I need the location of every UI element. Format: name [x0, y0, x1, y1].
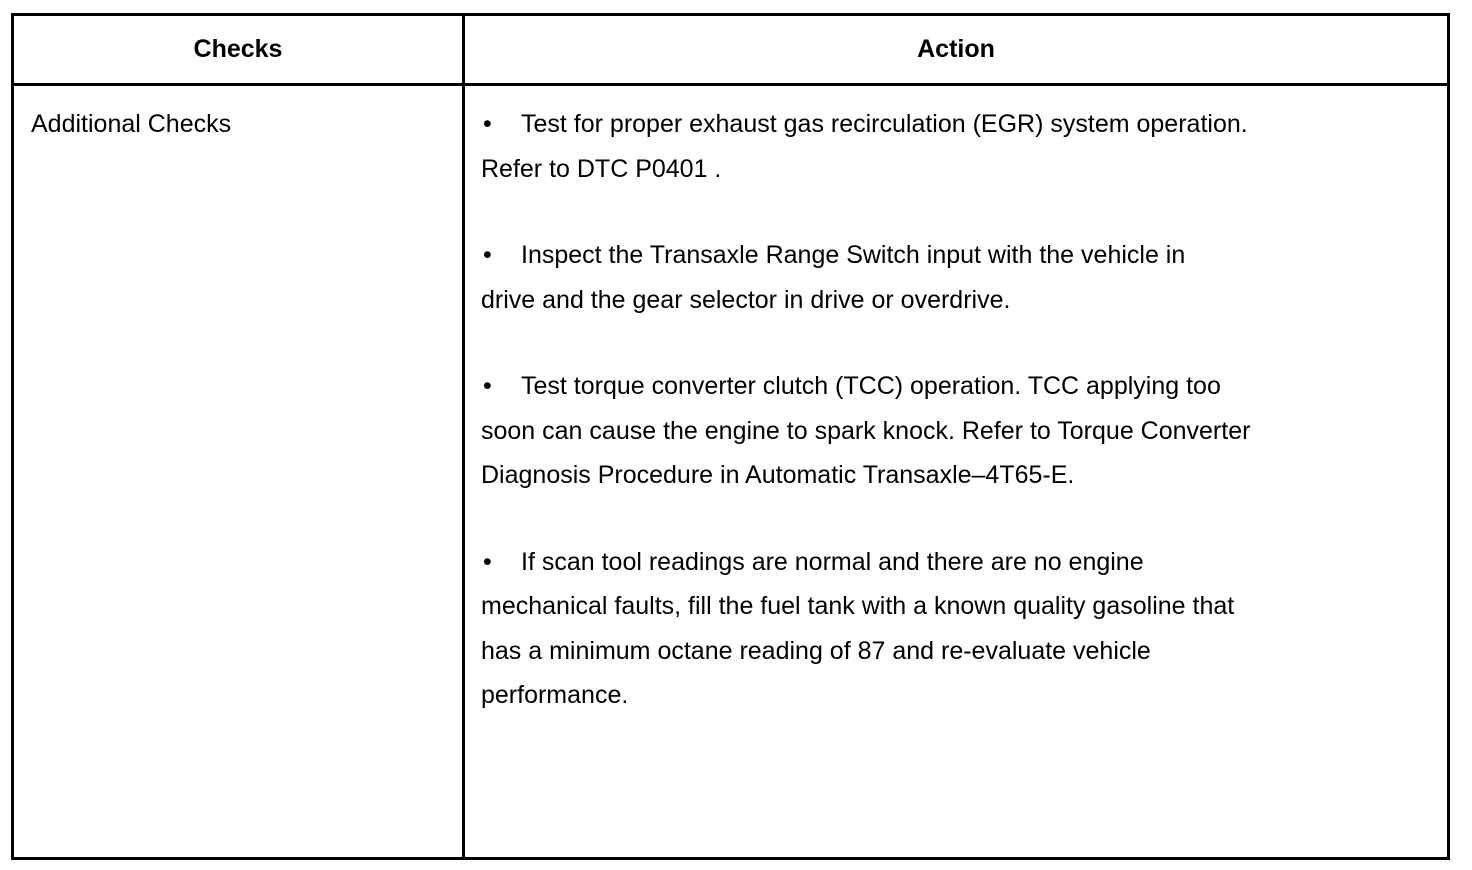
header-action: Action [917, 35, 995, 63]
header-divider [14, 83, 1447, 86]
action-line-text: If scan tool readings are normal and there are no engine [521, 547, 1144, 576]
action-line: Diagnosis Procedure in Automatic Transaxle–4T65-E. [481, 461, 1075, 489]
action-line: has a minimum octane reading of 87 and re-evaluate vehicle [481, 636, 1151, 665]
checks-action-table [11, 13, 1450, 860]
action-item [481, 364, 1361, 498]
bullet: • [483, 372, 492, 400]
bullet: • [483, 241, 492, 269]
action-line: performance. [481, 681, 629, 709]
action-item [481, 233, 1361, 322]
action-item [481, 102, 1361, 191]
action-line-text: Test for proper exhaust gas recirculation (EGR) system operation. [521, 110, 1248, 138]
action-line: drive and the gear selector in drive or overdrive. [481, 285, 1011, 314]
bullet: • [483, 547, 492, 576]
action-line [481, 540, 1361, 585]
bullet: • [483, 110, 492, 138]
column-divider [462, 16, 465, 857]
action-line-text: Test torque converter clutch (TCC) operation. TCC applying too [521, 372, 1221, 400]
action-line: soon can cause the engine to spark knock. Refer to Torque Converter [481, 416, 1251, 445]
action-line [481, 233, 1361, 278]
action-line [481, 102, 1361, 147]
action-line: Refer to DTC P0401 . [481, 154, 722, 183]
action-cell [481, 109, 1361, 718]
header-checks: Checks [193, 35, 283, 63]
checks-cell: Additional Checks [31, 110, 232, 138]
action-line: mechanical faults, fill the fuel tank with a known quality gasoline that [481, 592, 1235, 620]
action-item [481, 540, 1361, 718]
action-line-text: Inspect the Transaxle Range Switch input with the vehicle in [521, 241, 1186, 269]
action-line [481, 364, 1361, 409]
